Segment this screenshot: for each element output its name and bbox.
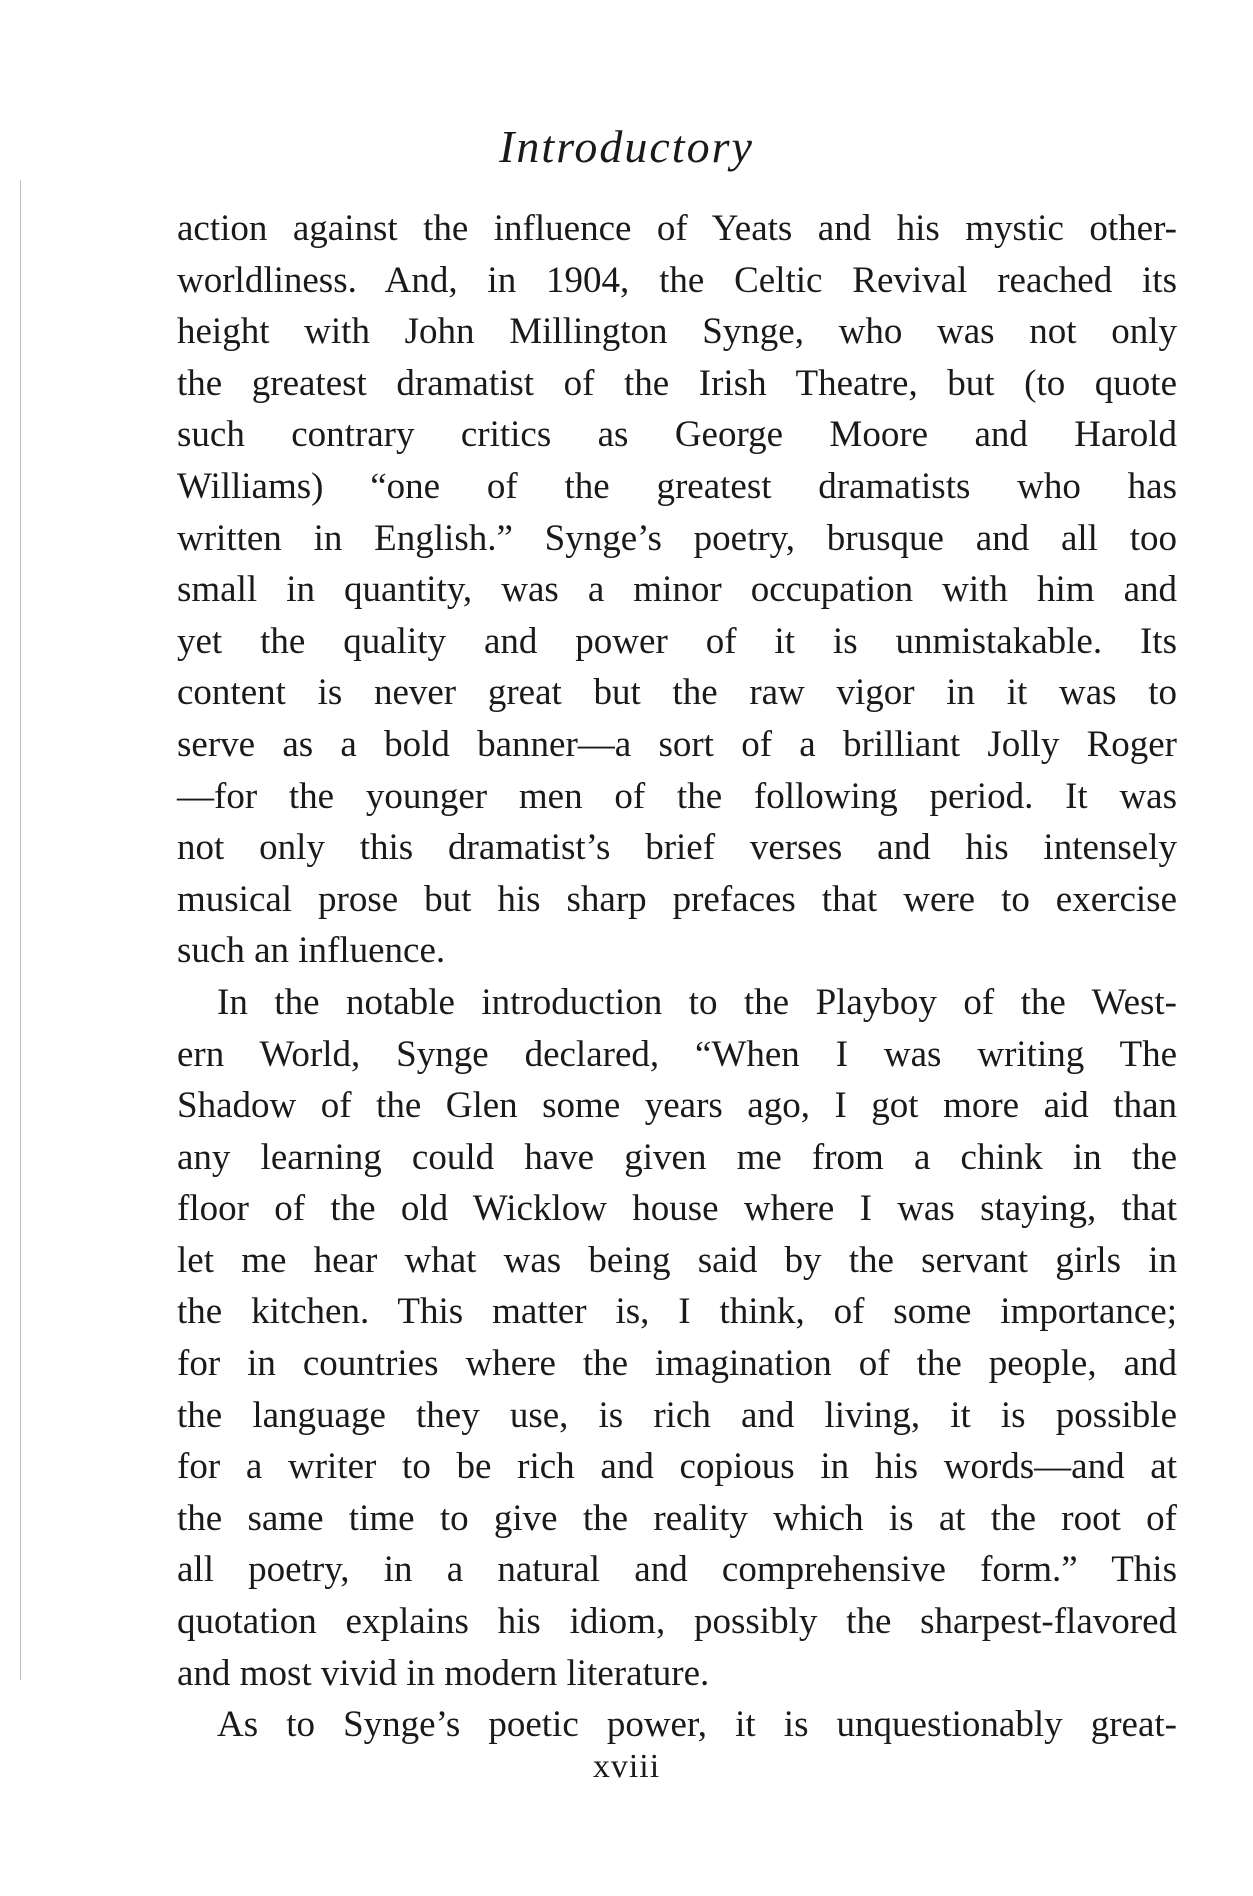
paragraph-start-line: As to Synge’s poetic power, it is unquestionably great- <box>217 1704 1177 1746</box>
running-head: Introductory <box>499 121 754 172</box>
body-text <box>177 203 1177 1751</box>
text-line: ern World, Synge declared, “When I was writing The <box>177 1033 1177 1075</box>
text-line: musical prose but his sharp prefaces that were to exercise <box>177 878 1177 920</box>
text-line: quotation explains his idiom, possibly the sharpest-flavored <box>177 1601 1177 1643</box>
text-line: content is never great but the raw vigor in it was to <box>177 672 1177 714</box>
text-line: serve as a bold banner—a sort of a brilliant Jolly Roger <box>177 723 1177 765</box>
text-line: height with John Millington Synge, who was not only <box>177 311 1177 353</box>
text-line: written in English.” Synge’s poetry, brusque and all too <box>177 517 1177 559</box>
text-line: the greatest dramatist of the Irish Theatre, but (to quote <box>177 362 1177 404</box>
paragraph-start-line: In the notable introduction to the Playboy of the West- <box>217 981 1177 1023</box>
text-line: yet the quality and power of it is unmistakable. Its <box>177 620 1177 662</box>
text-line: all poetry, in a natural and comprehensive form.” This <box>177 1549 1177 1591</box>
page-edge-shadow <box>20 180 21 1680</box>
text-line: for a writer to be rich and copious in his words—and at <box>177 1446 1177 1488</box>
text-line: floor of the old Wicklow house where I was staying, that <box>177 1188 1177 1230</box>
text-line: not only this dramatist’s brief verses and his intensely <box>177 827 1177 869</box>
text-line: the same time to give the reality which is at the root of <box>177 1497 1177 1539</box>
text-line: such an influence. <box>177 930 446 972</box>
page-number: xviii <box>592 1748 661 1785</box>
text-line: worldliness. And, in 1904, the Celtic Revival reached its <box>177 259 1177 301</box>
text-line: small in quantity, was a minor occupation with him and <box>177 569 1177 611</box>
text-line: any learning could have given me from a chink in the <box>177 1136 1177 1178</box>
text-line: such contrary critics as George Moore and Harold <box>177 414 1177 456</box>
text-line: and most vivid in modern literature. <box>177 1652 710 1694</box>
text-line: let me hear what was being said by the servant girls in <box>177 1239 1177 1281</box>
text-line: for in countries where the imagination of the people, and <box>177 1343 1177 1385</box>
text-line: Williams) “one of the greatest dramatists who has <box>177 465 1177 507</box>
text-line: the language they use, is rich and living, it is possible <box>177 1394 1177 1436</box>
text-line: —for the younger men of the following period. It was <box>177 775 1177 817</box>
text-line: action against the influence of Yeats and his mystic other- <box>177 208 1177 249</box>
text-line: Shadow of the Glen some years ago, I got more aid than <box>177 1085 1177 1127</box>
text-line: the kitchen. This matter is, I think, of some importance; <box>177 1291 1177 1333</box>
